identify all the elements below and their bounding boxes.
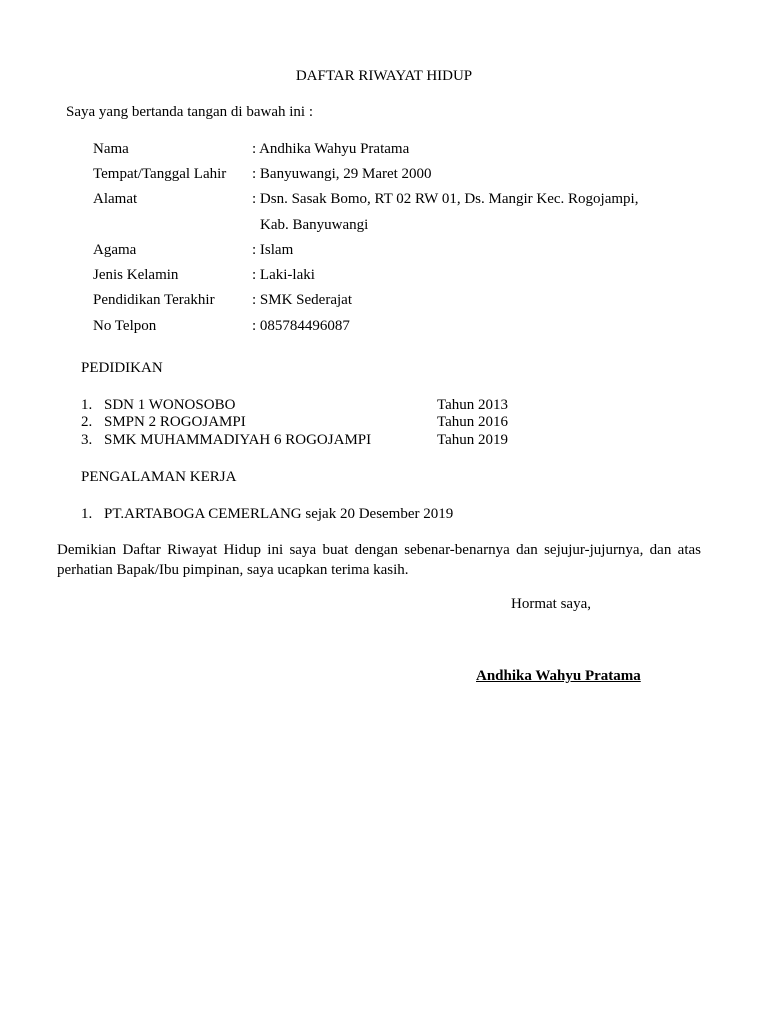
experience-heading: PENGALAMAN KERJA: [81, 469, 237, 485]
label-pendidikan-terakhir: Pendidikan Terakhir: [93, 292, 215, 308]
label-tempat-tanggal-lahir: Tempat/Tanggal Lahir: [93, 166, 227, 182]
signoff-text: Hormat saya,: [511, 596, 591, 612]
value-agama: : Islam: [252, 242, 294, 258]
education-school: SMPN 2 ROGOJAMPI: [104, 414, 246, 430]
intro-text: Saya yang bertanda tangan di bawah ini :: [66, 104, 314, 120]
label-no-telpon: No Telpon: [93, 318, 157, 334]
list-item-number: 1.: [81, 397, 93, 413]
closing-paragraph: Demikian Daftar Riwayat Hidup ini saya buat dengan sebenar-benarnya dan sejujur-jujurnya, dan atas perhatian Bapak/Ibu pimpinan, saya ucapkan terima kasih.: [57, 542, 701, 578]
value-jenis-kelamin: : Laki-laki: [252, 267, 315, 283]
list-item-number: 1.: [81, 506, 93, 522]
value-nama: : Andhika Wahyu Pratama: [252, 141, 410, 157]
education-year: Tahun 2013: [437, 397, 509, 413]
list-item-number: 3.: [81, 432, 93, 448]
document-title: DAFTAR RIWAYAT HIDUP: [295, 68, 473, 84]
signature-name: Andhika Wahyu Pratama: [476, 668, 641, 684]
label-alamat: Alamat: [93, 191, 138, 207]
value-pendidikan-terakhir: : SMK Sederajat: [252, 292, 352, 308]
label-jenis-kelamin: Jenis Kelamin: [93, 267, 179, 283]
value-tempat-tanggal-lahir: : Banyuwangi, 29 Maret 2000: [252, 166, 432, 182]
education-school: SMK MUHAMMADIYAH 6 ROGOJAMPI: [104, 432, 372, 448]
education-year: Tahun 2019: [437, 432, 509, 448]
value-alamat-cont: Kab. Banyuwangi: [260, 217, 369, 233]
list-item-number: 2.: [81, 414, 93, 430]
education-heading: PEDIDIKAN: [81, 360, 163, 376]
label-nama: Nama: [93, 141, 129, 157]
value-alamat: : Dsn. Sasak Bomo, RT 02 RW 01, Ds. Mangir Kec. Rogojampi,: [252, 191, 639, 207]
value-no-telpon: : 085784496087: [252, 318, 350, 334]
experience-item: PT.ARTABOGA CEMERLANG sejak 20 Desember 2019: [104, 506, 454, 522]
label-agama: Agama: [93, 242, 137, 258]
education-school: SDN 1 WONOSOBO: [104, 397, 236, 413]
education-year: Tahun 2016: [437, 414, 509, 430]
